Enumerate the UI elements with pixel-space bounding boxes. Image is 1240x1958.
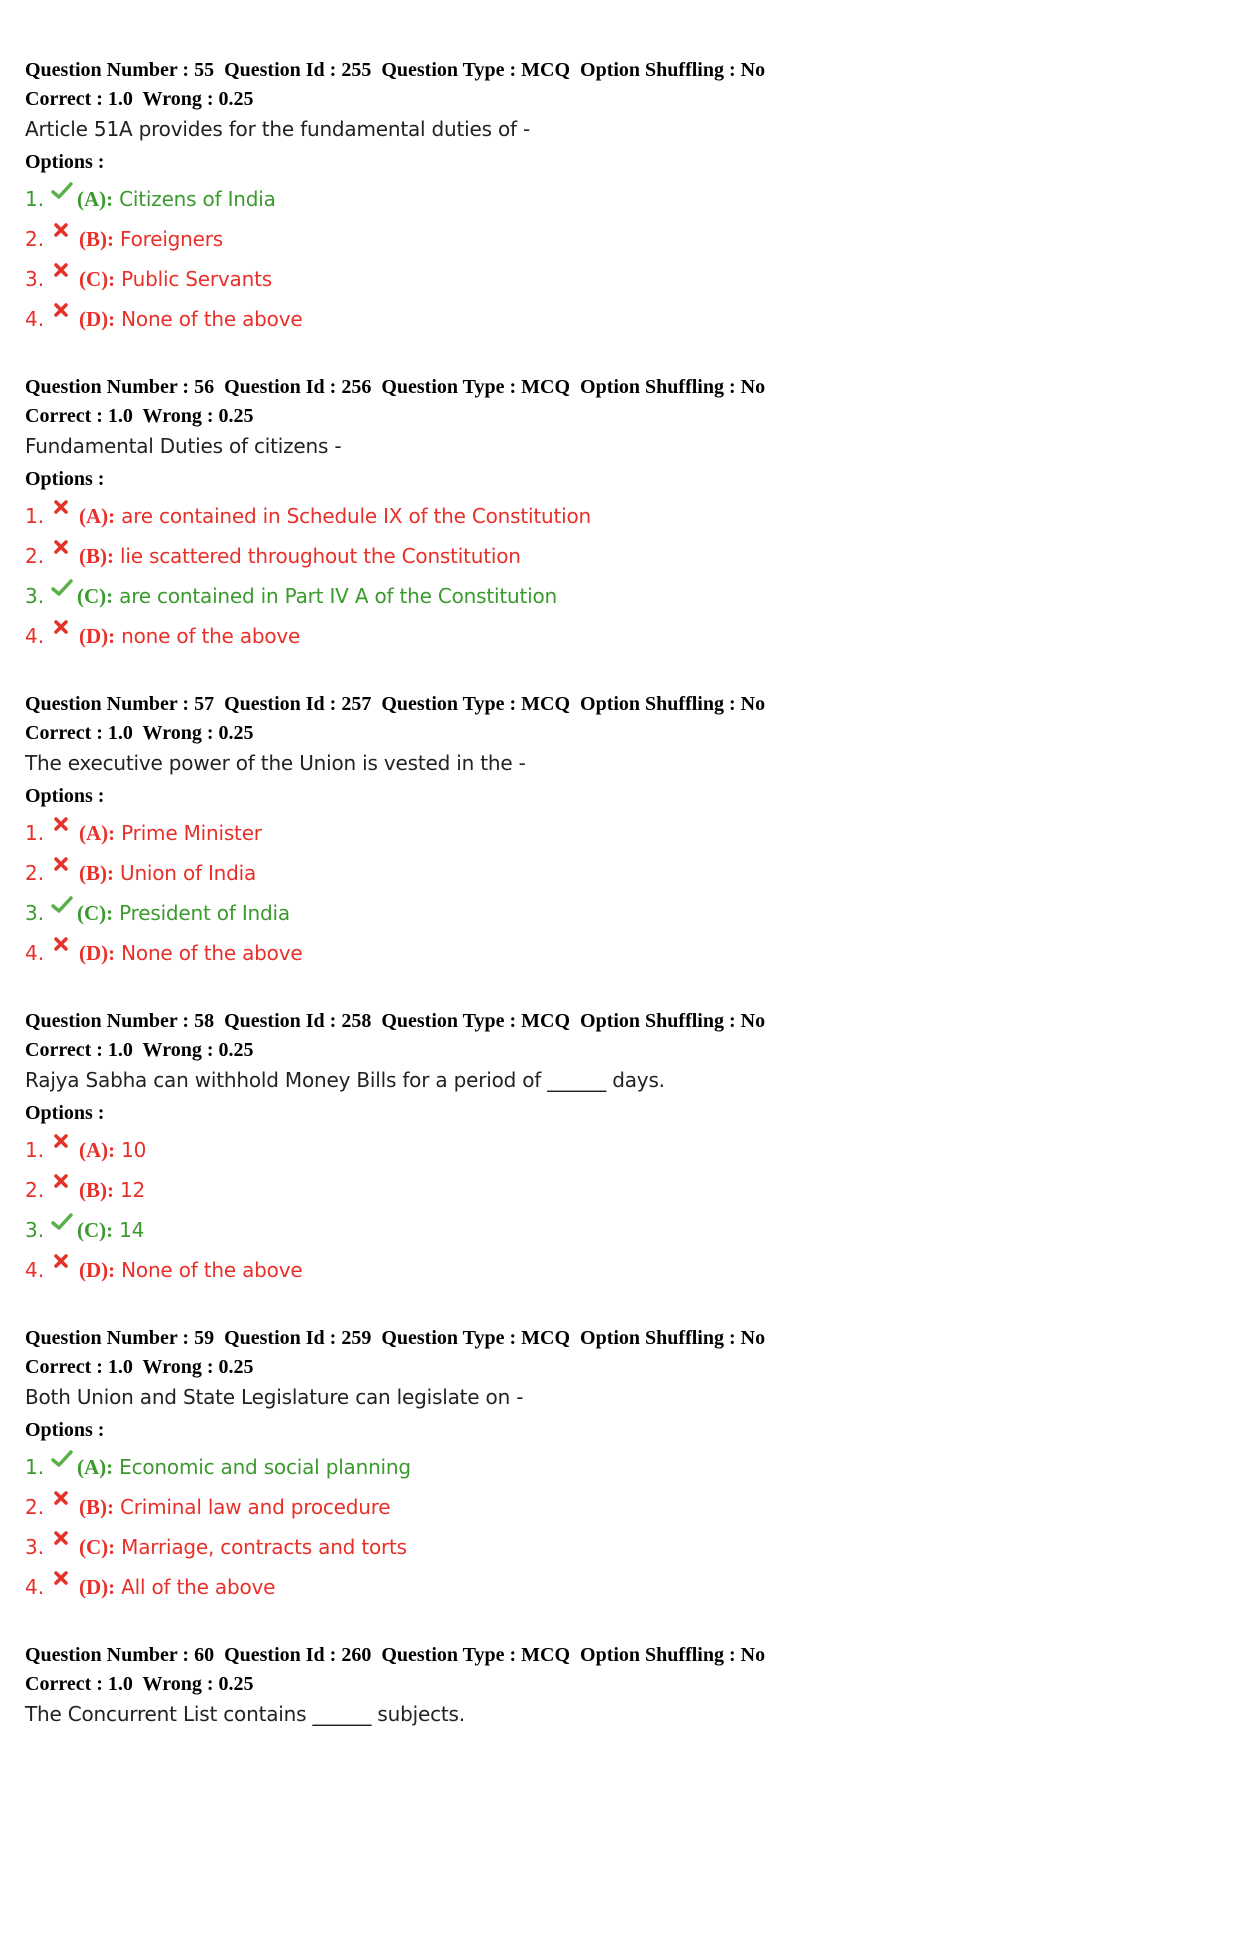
- wrong-cross-icon: [51, 1253, 79, 1275]
- option-letter: (A):: [79, 821, 116, 845]
- option-number: 2.: [25, 861, 45, 885]
- option-item: [25, 1130, 1215, 1170]
- option-number: 3.: [25, 267, 45, 291]
- question-scoring: Correct : 1.0 Wrong : 0.25: [25, 1039, 254, 1061]
- option-number: 3.: [25, 901, 45, 925]
- option-number: 4.: [25, 1575, 45, 1599]
- option-text: Union of India: [120, 861, 257, 885]
- options-list: [25, 179, 1215, 339]
- option-number: 2.: [25, 1495, 45, 1519]
- option-number: 3.: [25, 584, 45, 608]
- wrong-cross-icon: [51, 1570, 79, 1592]
- option-text: All of the above: [121, 1575, 276, 1599]
- options-list: [25, 1130, 1215, 1290]
- wrong-cross-icon: [51, 856, 79, 878]
- question-meta: Question Number : 57 Question Id : 257 Question Type : MCQ Option Shuffling : No: [25, 693, 766, 715]
- question-block: [25, 1007, 1215, 1324]
- option-text: 10: [121, 1138, 147, 1162]
- option-text: none of the above: [121, 624, 301, 648]
- wrong-cross-icon: [51, 816, 79, 838]
- option-number: 1.: [25, 821, 45, 845]
- option-number: 2.: [25, 227, 45, 251]
- option-text: 14: [119, 1218, 145, 1242]
- options-list: [25, 496, 1215, 656]
- option-letter: (B):: [79, 861, 114, 885]
- option-text: None of the above: [121, 307, 303, 331]
- correct-check-icon: [51, 1450, 77, 1472]
- option-item: [25, 219, 1215, 259]
- question-meta: Question Number : 60 Question Id : 260 Question Type : MCQ Option Shuffling : No: [25, 1644, 766, 1666]
- option-letter: (A):: [77, 187, 114, 211]
- option-number: 1.: [25, 504, 45, 528]
- option-number: 4.: [25, 307, 45, 331]
- option-item: [25, 1447, 1215, 1487]
- option-letter: (D):: [79, 941, 116, 965]
- wrong-cross-icon: [51, 936, 79, 958]
- options-list: [25, 1447, 1215, 1607]
- options-heading: Options :: [25, 785, 105, 807]
- question-meta: Question Number : 56 Question Id : 256 Question Type : MCQ Option Shuffling : No: [25, 376, 766, 398]
- question-text: Fundamental Duties of citizens -: [25, 434, 342, 458]
- option-item: [25, 893, 1215, 933]
- option-letter: (B):: [79, 544, 114, 568]
- option-letter: (C):: [77, 584, 114, 608]
- option-letter: (B):: [79, 1178, 114, 1202]
- question-text: Article 51A provides for the fundamental duties of -: [25, 117, 531, 141]
- option-item: [25, 1250, 1215, 1290]
- option-item: [25, 933, 1215, 973]
- option-number: 3.: [25, 1218, 45, 1242]
- options-heading: Options :: [25, 1102, 105, 1124]
- option-letter: (D):: [79, 307, 116, 331]
- wrong-cross-icon: [51, 619, 79, 641]
- option-number: 4.: [25, 1258, 45, 1282]
- option-letter: (C):: [77, 901, 114, 925]
- question-text: Rajya Sabha can withhold Money Bills for a period of ______ days.: [25, 1068, 665, 1092]
- option-text: lie scattered throughout the Constitution: [120, 544, 521, 568]
- option-number: 2.: [25, 544, 45, 568]
- option-letter: (C):: [77, 1218, 114, 1242]
- option-text: Criminal law and procedure: [120, 1495, 391, 1519]
- option-letter: (C):: [79, 267, 116, 291]
- wrong-cross-icon: [51, 499, 79, 521]
- option-letter: (D):: [79, 1258, 116, 1282]
- question-meta: Question Number : 58 Question Id : 258 Question Type : MCQ Option Shuffling : No: [25, 1010, 766, 1032]
- question-block: [25, 1641, 1215, 1958]
- option-item: [25, 1487, 1215, 1527]
- options-heading: Options :: [25, 468, 105, 490]
- wrong-cross-icon: [51, 1530, 79, 1552]
- option-item: [25, 1527, 1215, 1567]
- option-item: [25, 1210, 1215, 1250]
- question-scoring: Correct : 1.0 Wrong : 0.25: [25, 1673, 254, 1695]
- option-item: [25, 259, 1215, 299]
- option-number: 3.: [25, 1535, 45, 1559]
- option-text: None of the above: [121, 941, 303, 965]
- option-letter: (D):: [79, 1575, 116, 1599]
- option-letter: (D):: [79, 624, 116, 648]
- option-item: [25, 496, 1215, 536]
- option-text: are contained in Part IV A of the Constitution: [119, 584, 557, 608]
- correct-check-icon: [51, 1213, 77, 1235]
- option-number: 4.: [25, 941, 45, 965]
- option-item: [25, 616, 1215, 656]
- option-letter: (C):: [79, 1535, 116, 1559]
- option-letter: (A):: [79, 504, 116, 528]
- option-letter: (B):: [79, 227, 114, 251]
- option-text: Marriage, contracts and torts: [121, 1535, 407, 1559]
- wrong-cross-icon: [51, 222, 79, 244]
- option-letter: (B):: [79, 1495, 114, 1519]
- option-item: [25, 853, 1215, 893]
- question-scoring: Correct : 1.0 Wrong : 0.25: [25, 722, 254, 744]
- option-item: [25, 1170, 1215, 1210]
- option-number: 2.: [25, 1178, 45, 1202]
- question-meta: Question Number : 55 Question Id : 255 Question Type : MCQ Option Shuffling : No: [25, 59, 766, 81]
- question-meta: Question Number : 59 Question Id : 259 Question Type : MCQ Option Shuffling : No: [25, 1327, 766, 1349]
- option-text: Economic and social planning: [119, 1455, 411, 1479]
- correct-check-icon: [51, 896, 77, 918]
- correct-check-icon: [51, 182, 77, 204]
- question-text: The executive power of the Union is vested in the -: [25, 751, 526, 775]
- options-list: [25, 813, 1215, 973]
- option-text: 12: [120, 1178, 146, 1202]
- option-letter: (A):: [77, 1455, 114, 1479]
- option-letter: (A):: [79, 1138, 116, 1162]
- wrong-cross-icon: [51, 1173, 79, 1195]
- wrong-cross-icon: [51, 302, 79, 324]
- question-scoring: Correct : 1.0 Wrong : 0.25: [25, 405, 254, 427]
- wrong-cross-icon: [51, 1133, 79, 1155]
- option-number: 1.: [25, 187, 45, 211]
- options-heading: Options :: [25, 1419, 105, 1441]
- wrong-cross-icon: [51, 1490, 79, 1512]
- options-heading: Options :: [25, 151, 105, 173]
- question-block: [25, 373, 1215, 690]
- question-block: [25, 690, 1215, 1007]
- option-number: 1.: [25, 1455, 45, 1479]
- question-block: [25, 56, 1215, 373]
- option-text: Citizens of India: [119, 187, 276, 211]
- option-item: [25, 1567, 1215, 1607]
- question-block: [25, 1324, 1215, 1641]
- wrong-cross-icon: [51, 262, 79, 284]
- question-scoring: Correct : 1.0 Wrong : 0.25: [25, 88, 254, 110]
- option-text: President of India: [119, 901, 290, 925]
- option-number: 1.: [25, 1138, 45, 1162]
- question-paper: [25, 56, 1215, 1958]
- option-item: [25, 179, 1215, 219]
- option-text: None of the above: [121, 1258, 303, 1282]
- option-text: are contained in Schedule IX of the Constitution: [121, 504, 591, 528]
- wrong-cross-icon: [51, 539, 79, 561]
- option-item: [25, 813, 1215, 853]
- option-item: [25, 536, 1215, 576]
- option-item: [25, 576, 1215, 616]
- question-text: Both Union and State Legislature can legislate on -: [25, 1385, 524, 1409]
- correct-check-icon: [51, 579, 77, 601]
- question-text: The Concurrent List contains ______ subjects.: [25, 1702, 465, 1726]
- question-scoring: Correct : 1.0 Wrong : 0.25: [25, 1356, 254, 1378]
- option-text: Public Servants: [121, 267, 272, 291]
- option-number: 4.: [25, 624, 45, 648]
- option-item: [25, 299, 1215, 339]
- option-text: Foreigners: [120, 227, 223, 251]
- option-text: Prime Minister: [121, 821, 262, 845]
